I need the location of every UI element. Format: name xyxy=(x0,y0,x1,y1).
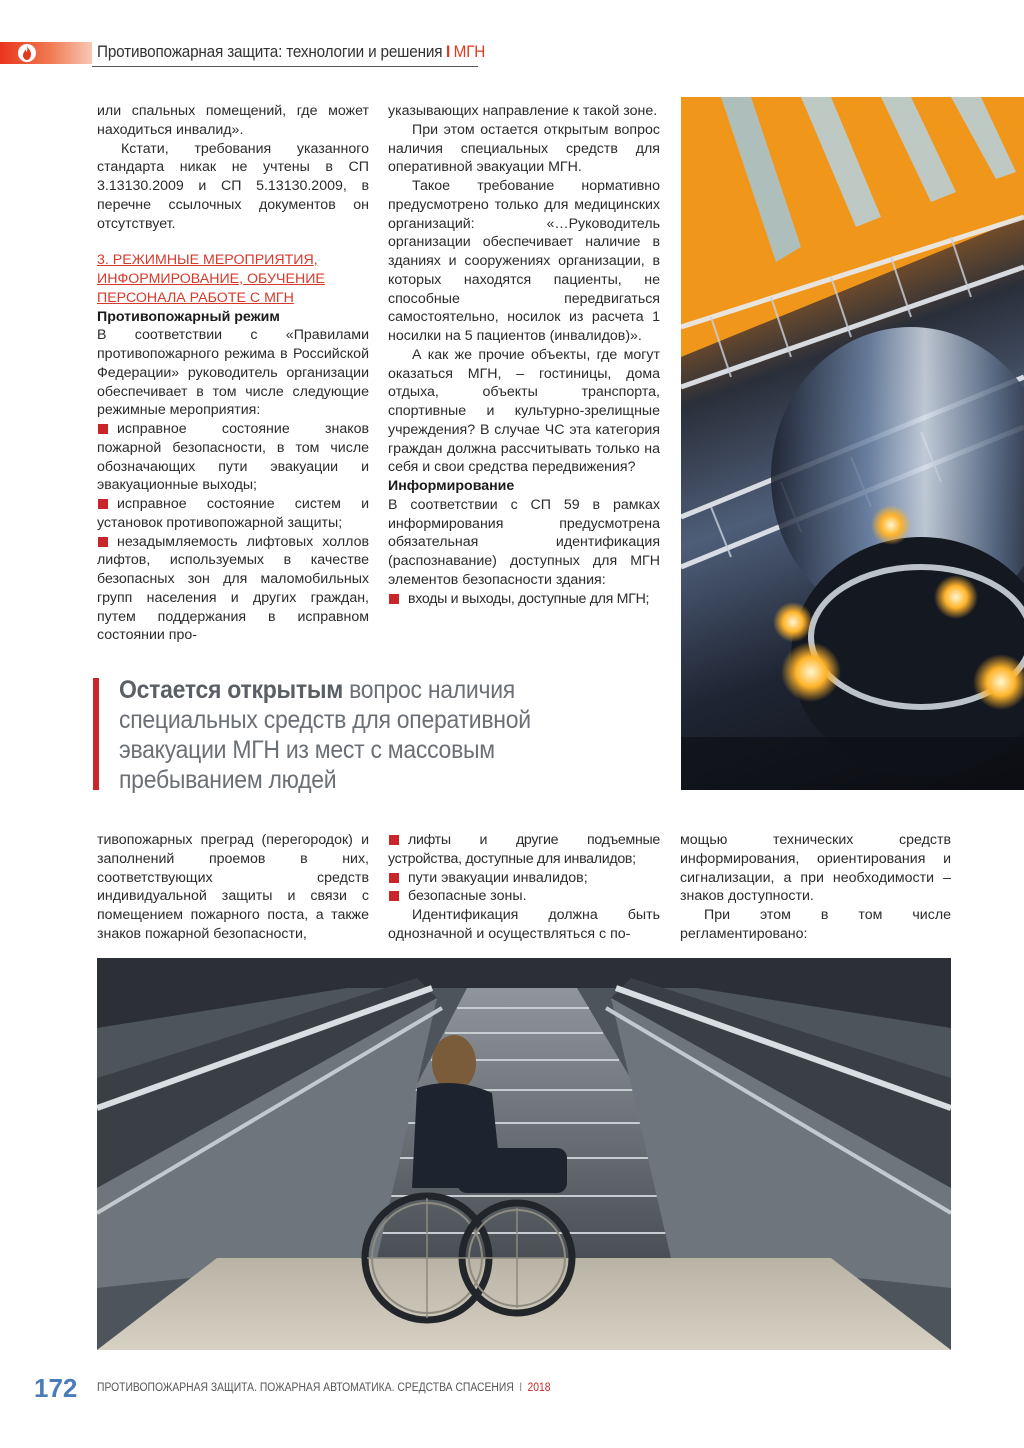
paragraph: Кстати, требования указанного стандарта никак не учтены в СП 3.13130.2009 и СП 5.13130.2009, в перечне ссылочных документов он отсутствует. xyxy=(97,140,369,232)
header-accent-bar xyxy=(0,42,92,64)
subheading-informing: Информирование xyxy=(388,478,515,494)
pull-quote-emphasis: Остается открытым xyxy=(119,676,343,704)
footer-year: 2018 xyxy=(527,1382,551,1394)
bullet-icon xyxy=(98,499,108,509)
bullet-icon xyxy=(389,873,399,883)
header-title: Противопожарная защита: технологии и решения xyxy=(97,42,443,61)
elevator-atrium-photo xyxy=(681,97,1024,790)
paragraph: Такое требование нормативно предусмотрено только для медицинских организаций: «…Руководитель организации обеспечивает наличие в зданиях и сооружениях организации, в которых находятся пациенты, не способные передвигаться самостоятельно, носилок из расчета 1 носилки на 5 пациентов (инвалидов)». xyxy=(388,178,660,344)
list-item: лифты и другие подъемные устройства, доступные для инвалидов; xyxy=(388,832,660,867)
list-item: исправное состояние систем и установок противопожарной защиты; xyxy=(97,496,369,531)
footer-separator: I xyxy=(519,1382,523,1394)
header-section: МГН xyxy=(453,42,486,61)
paragraph: или спальных помещений, где может находиться инвалид». xyxy=(97,103,369,138)
bullet-icon xyxy=(389,891,399,901)
column-3-bottom xyxy=(680,831,951,944)
bullet-icon xyxy=(98,537,108,547)
paragraph: А как же прочие объекты, где могут оказаться МГН, – гостиницы, дома отдыха, объекты транспорта, спортивные и культурно-зрелищные учреждения? В случае ЧС эта категория граждан должна рассчитывать только на себя и свои средства передвижения? xyxy=(388,346,660,476)
bullet-icon xyxy=(389,835,399,845)
quote-accent-bar xyxy=(93,678,99,790)
column-1-bottom xyxy=(97,831,369,944)
header-separator: I xyxy=(445,42,451,61)
section-heading: 3. РЕЖИМНЫЕ МЕРОПРИЯТИЯ, ИНФОРМИРОВАНИЕ, ОБУЧЕНИЕ ПЕРСОНАЛА РАБОТЕ С МГН xyxy=(97,252,325,306)
paragraph: указывающих направление к такой зоне. xyxy=(388,103,658,119)
paragraph: В соответствии с СП 59 в рамках информирования предусмотрена обязательная идентификация (распознавание) доступных для МГН элементов безопасности здания: xyxy=(388,496,660,588)
list-item: входы и выходы, доступные для МГН; xyxy=(388,590,660,609)
flame-icon xyxy=(18,44,36,62)
page-number: 172 xyxy=(34,1373,78,1403)
bullet-icon xyxy=(98,424,108,434)
list-item: безопасные зоны. xyxy=(388,887,660,906)
running-footer xyxy=(97,1382,551,1394)
footer-journal: ПРОТИВОПОЖАРНАЯ ЗАЩИТА. ПОЖАРНАЯ АВТОМАТИКА. СРЕДСТВА СПАСЕНИЯ xyxy=(97,1382,514,1394)
running-header xyxy=(97,42,485,62)
paragraph: В соответствии с «Правилами противопожарного режима в Российской Федерации» руководитель организации обеспечивает в том числе следующие режимные мероприятия: xyxy=(97,327,369,419)
list-item: исправное состояние знаков пожарной безопасности, в том числе обозначающих пути эвакуации и эвакуационные выходы; xyxy=(97,421,369,494)
column-2-bottom xyxy=(388,831,660,944)
paragraph: При этом остается открытым вопрос наличия специальных средств для оперативной эвакуации МГН. xyxy=(388,121,660,176)
paragraph: Идентификация должна быть однозначной и осуществляться с по- xyxy=(388,907,660,942)
column-2-top xyxy=(388,102,660,608)
pull-quote xyxy=(119,675,551,795)
paragraph: мощью технических средств информирования, ориентирования и сигнализации, а при необходимости – знаков доступности. xyxy=(680,832,951,905)
paragraph: При этом в том числе регламентировано: xyxy=(680,907,951,942)
list-item: пути эвакуации инвалидов; xyxy=(388,869,660,888)
wheelchair-stairs-photo xyxy=(97,958,951,1350)
bullet-icon xyxy=(389,594,399,604)
header-rule xyxy=(92,66,478,67)
list-item: незадымляемость лифтовых холлов лифтов, используемых в качестве безопасных зон для маломобильных групп населения и других граждан, путем поддержания в исправном состоянии про- xyxy=(97,533,369,644)
pull-quote-text: вопрос наличия специальных средств для оперативной эвакуации МГН из мест с массовым пребыванием людей xyxy=(119,676,531,794)
paragraph: тивопожарных преград (перегородок) и заполнений проемов в них, соответствующих средств индивидуальной защиты и связи с помещением пожарного поста, а также знаков пожарной безопасности, xyxy=(97,832,369,942)
subheading-fire-regime: Противопожарный режим xyxy=(97,308,280,325)
column-1-top xyxy=(97,102,369,645)
